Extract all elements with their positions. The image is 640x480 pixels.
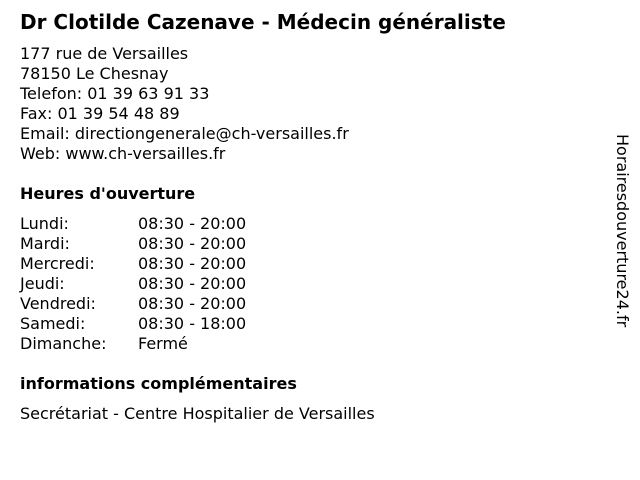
hours-row-thursday [20, 274, 246, 294]
website: Web: www.ch-versailles.fr [20, 144, 226, 163]
hours-row-friday [20, 294, 246, 314]
hours-row-tuesday [20, 234, 246, 254]
hours-row-saturday [20, 314, 246, 334]
street-address: 177 rue de Versailles [20, 44, 189, 63]
opening-hours-table [20, 214, 246, 354]
hours-row-monday [20, 214, 246, 234]
day-label: Jeudi: [20, 274, 65, 293]
opening-hours-heading: Heures d'ouverture [20, 184, 196, 203]
hours-row-sunday [20, 334, 246, 354]
time-value: 08:30 - 20:00 [138, 294, 247, 313]
day-label: Lundi: [20, 214, 69, 233]
fax-number: Fax: 01 39 54 48 89 [20, 104, 180, 123]
time-value: 08:30 - 18:00 [138, 314, 247, 333]
time-value: Fermé [138, 334, 188, 353]
time-value: 08:30 - 20:00 [138, 274, 247, 293]
contact-block [20, 44, 349, 164]
day-label: Mardi: [20, 234, 70, 253]
day-label: Vendredi: [20, 294, 96, 313]
day-label: Dimanche: [20, 334, 107, 353]
time-value: 08:30 - 20:00 [138, 254, 247, 273]
phone-number: Telefon: 01 39 63 91 33 [20, 84, 210, 103]
email-address: Email: directiongenerale@ch-versailles.fr [20, 124, 349, 143]
time-value: 08:30 - 20:00 [138, 214, 247, 233]
additional-info-heading: informations complémentaires [20, 374, 297, 393]
day-label: Samedi: [20, 314, 86, 333]
city-postal: 78150 Le Chesnay [20, 64, 169, 83]
page-title: Dr Clotilde Cazenave - Médecin généraliste [20, 10, 506, 34]
additional-info-text: Secrétariat - Centre Hospitalier de Versailles [20, 404, 375, 423]
hours-row-wednesday [20, 254, 246, 274]
site-watermark: Horairesdouverture24.fr [613, 134, 632, 328]
day-label: Mercredi: [20, 254, 95, 273]
time-value: 08:30 - 20:00 [138, 234, 247, 253]
